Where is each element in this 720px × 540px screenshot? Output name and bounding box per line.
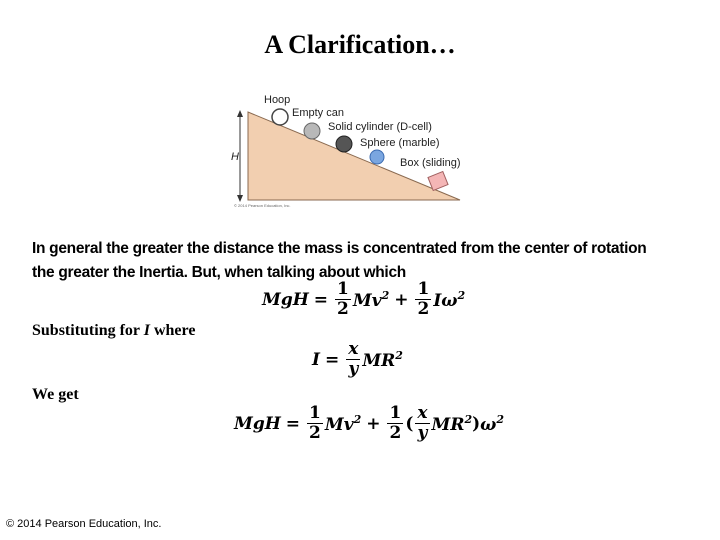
we-get-label: We get — [32, 386, 79, 403]
solid-cylinder-shape — [336, 136, 352, 152]
box-label: Box (sliding) — [400, 157, 461, 169]
substituting-var: I — [143, 322, 150, 339]
incline-figure — [228, 88, 478, 210]
sphere-shape — [370, 150, 384, 164]
sphere-label: Sphere (marble) — [360, 137, 440, 149]
substituting-label — [32, 322, 195, 340]
substituting-text: Substituting for — [32, 322, 144, 339]
hoop-shape — [272, 109, 288, 125]
figure-credit: © 2014 Pearson Education, Inc. — [234, 203, 291, 208]
copyright-notice: © 2014 Pearson Education, Inc. — [6, 518, 162, 530]
substituting-where: where — [149, 322, 196, 339]
inertia-paragraph: In general the greater the distance the mass is concentrated from the center of rotation the greater the Inertia. But, when talking about which — [32, 240, 647, 281]
incline-diagram — [228, 88, 478, 210]
empty-can-label: Empty can — [292, 107, 344, 119]
hoop-label: Hoop — [264, 94, 291, 106]
inertia-equation: I = $\frac{x}{y}$ $MR^2$ — [312, 339, 403, 379]
substituted-equation: MgH = $\frac{1}{2}$ Mv$^2$ + $\frac{1}{2}$ ( $\frac{x}{y}$ $MR^2$ ) $\omega^2$ — [234, 403, 505, 443]
height-arrow-top — [237, 110, 243, 117]
empty-can-shape — [304, 123, 320, 139]
slide-title: A Clarification… — [264, 30, 456, 59]
energy-equation: MgH = $\frac{1}{2}$ Mv$^2$ + $\frac{1}{2}$ $I\omega^2$ — [262, 279, 466, 319]
solid-cylinder-label: Solid cylinder (D-cell) — [328, 121, 432, 133]
height-label: H — [231, 151, 239, 163]
height-arrow-bottom — [237, 195, 243, 202]
